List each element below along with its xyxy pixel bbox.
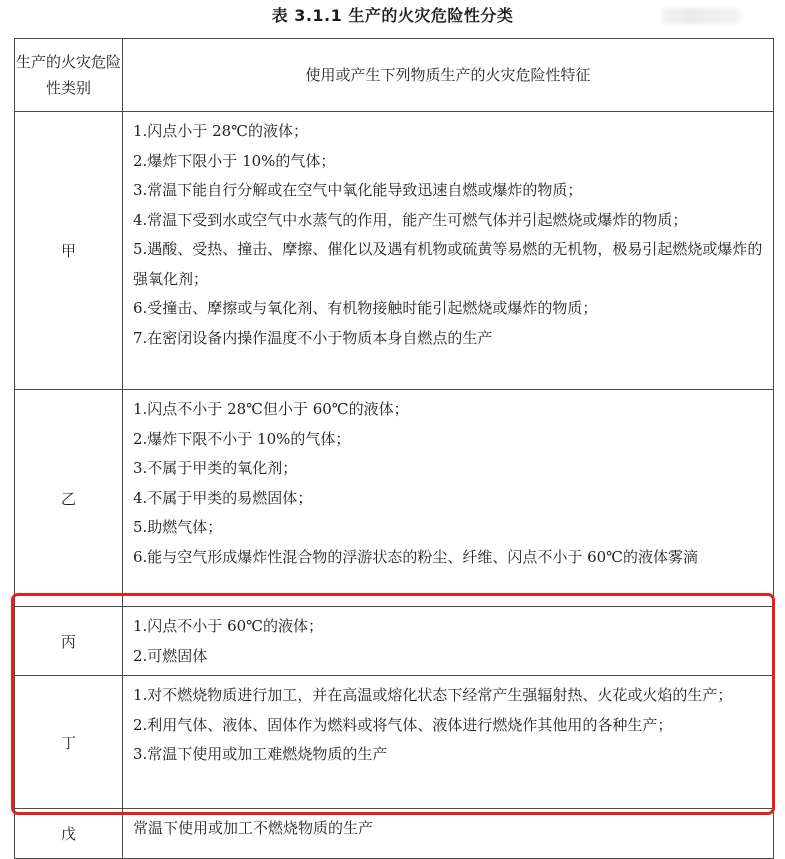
list-item: 3.常温下能自行分解或在空气中氧化能导致迅速自燃或爆炸的物质； [133,181,583,199]
category-cell: 丙 [15,607,123,676]
description-cell [123,607,774,676]
table-header-row [15,39,774,112]
table-row-jia [15,112,774,390]
category-cell: 丁 [15,676,123,809]
header-description: 使用或产生下列物质生产的火灾危险性特征 [123,39,774,112]
list-item: 4.不属于甲类的易燃固体； [133,488,313,507]
table-row-ding [15,676,774,809]
list-item: 4.常温下受到水或空气中水蒸气的作用，能产生可燃气体并引起燃烧或爆炸的物质； [133,210,688,229]
list-item: 5.遇酸、受热、撞击、摩擦、催化以及遇有机物或硫黄等易燃的无机物，极易引起燃烧或爆炸的强氧化剂； [133,240,763,288]
list-item: 3.常温下使用或加工难燃烧物质的生产 [133,745,388,763]
list-item: 1.闪点不小于 28℃但小于 60℃的液体； [133,400,409,418]
list-item: 3.不属于甲类的氧化剂； [133,459,298,477]
list-item: 2.爆炸下限小于 10%的气体； [133,151,336,170]
list-item: 5.助燃气体； [133,518,223,536]
category-cell: 甲 [15,112,123,390]
description-cell [123,676,774,809]
list-item: 6.能与空气形成爆炸性混合物的浮游状态的粉尘、纤维、闪点不小于 60℃的液体雾滴 [133,547,698,566]
list-item: 7.在密闭设备内操作温度不小于物质本身自燃点的生产 [133,328,493,347]
list-item: 1.对不燃烧物质进行加工，并在高温或熔化状态下经常产生强辐射热、火花或火焰的生产； [133,686,733,704]
table-row-yi [15,390,774,607]
list-item: 2.爆炸下限不小于 10%的气体； [133,429,351,448]
description-cell [123,112,774,390]
category-cell: 戊 [15,809,123,859]
list-item: 2.可燃固体 [133,646,208,665]
table-title: 表 3.1.1 生产的火灾危险性分类 [271,6,514,25]
list-item: 1.闪点不小于 60℃的液体； [133,617,323,635]
list-item: 6.受撞击、摩擦或与氧化剂、有机物接触时能引起燃烧或爆炸的物质； [133,299,598,317]
description-cell [123,390,774,607]
blurred-watermark [662,8,740,24]
category-cell: 乙 [15,390,123,607]
table-row-bing [15,607,774,676]
list-item: 常温下使用或加工不燃烧物质的生产 [133,819,374,837]
list-item: 1.闪点小于 28℃的液体； [133,122,308,140]
description-cell [123,809,774,859]
table-row-wu [15,809,774,859]
list-item: 2.利用气体、液体、固体作为燃料或将气体、液体进行燃烧作其他用的各种生产； [133,715,673,734]
header-category: 生产的火灾危险性类别 [15,39,123,112]
fire-hazard-table [14,38,774,859]
